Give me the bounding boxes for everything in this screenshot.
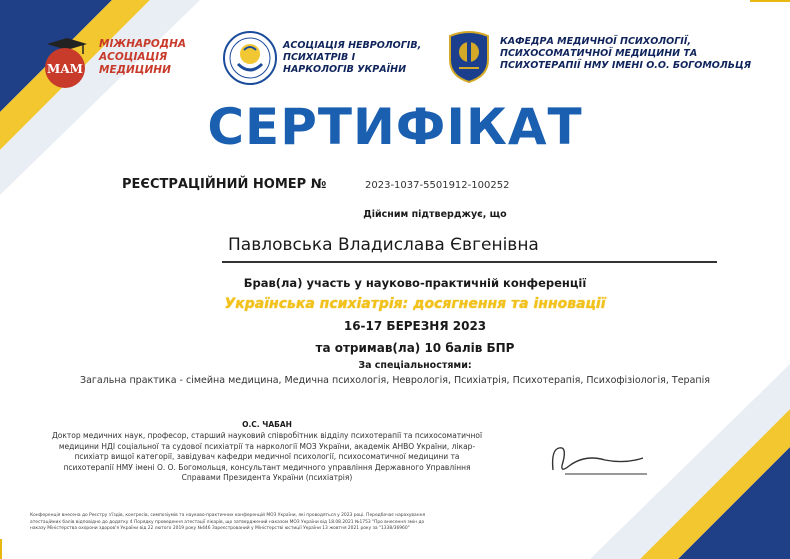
association-name bbox=[283, 40, 421, 76]
footnote-line-2: атестаційних балів відповідно до додатку 4 Порядку проведення атестації лікарів, що затверджений наказом МОЗ України від 18.08.2021 №1753 "Про внесення змін до bbox=[30, 519, 425, 525]
top-right-gold-strip bbox=[750, 0, 790, 2]
recipient-name: Павловська Владислава Євгенівна bbox=[228, 235, 539, 255]
specialties-list: Загальна практика - сімейна медицина, Медична психологія, Неврологія, Психіатрія, Психотерапія, Психофізіологія, Терапія bbox=[80, 375, 710, 386]
mam-logo-icon bbox=[39, 38, 97, 90]
signer-description-line-3: психіатр вищої категорії, завідувач кафедри медичної психології, психосоматичної медицини та bbox=[74, 452, 460, 461]
association-logo-icon bbox=[222, 30, 278, 86]
university-emblem-icon bbox=[444, 28, 494, 84]
registration-number-label: РЕЄСТРАЦІЙНИЙ НОМЕР № bbox=[122, 177, 327, 192]
left-gold-strip bbox=[0, 539, 2, 559]
signer-description-line-4: психотерапії НМУ імені О. О. Богомольця, консультант медичного управління Державного Управління bbox=[63, 462, 471, 472]
signer-name: О.С. ЧАБАН bbox=[242, 420, 292, 429]
department-name-line-2: ПСИХОСОМАТИЧНОЇ МЕДИЦИНИ ТА bbox=[500, 48, 698, 59]
specialties-label: За спеціальностями: bbox=[358, 360, 472, 371]
signature bbox=[545, 440, 655, 480]
footnote bbox=[30, 513, 575, 533]
confirms-text: Дійсним підтверджує, що bbox=[363, 209, 507, 220]
mam-name-line-1: МІЖНАРОДНА bbox=[99, 38, 187, 50]
department-name-line-1: КАФЕДРА МЕДИЧНОЇ ПСИХОЛОГІЇ, bbox=[500, 36, 691, 47]
recipient-name-underline bbox=[222, 261, 717, 263]
mam-name bbox=[99, 38, 186, 77]
signer-description-line-2: медицини НДІ соціальної та судової психіатрії та наркології МОЗ України, академік АНВО України, лікар- bbox=[58, 441, 476, 451]
department-name-line-3: ПСИХОТЕРАПІЇ НМУ ІМЕНІ О.О. БОГОМОЛЬЦЯ bbox=[500, 60, 752, 71]
registration-number-value: 2023-1037-5501912-100252 bbox=[365, 180, 510, 191]
cpd-points: та отримав(ла) 10 балів БПР bbox=[315, 341, 515, 355]
mam-logo-text: MAM bbox=[47, 62, 83, 76]
mam-name-line-3: МЕДИЦИНИ bbox=[99, 64, 171, 76]
association-name-line-3: НАРКОЛОГІВ УКРАЇНИ bbox=[283, 64, 407, 75]
signer-description bbox=[42, 431, 492, 484]
conference-title: Українська психіатрія: досягнення та інновації bbox=[224, 296, 606, 312]
department-name bbox=[500, 36, 751, 72]
footnote-line-3: наказу Міністерства охорони здоров'я України від 22 лютого 2019 року №446 Зареєстрований у Міністерстві юстиції України 13 жовтня 2021 року за "1338/36960" bbox=[30, 526, 410, 531]
signer-description-line-1: Доктор медичних наук, професор, старший науковий співробітник відділу психотерапії та психосоматичної bbox=[51, 431, 483, 440]
footnote-line-1: Конференція внесена до Реєстру з'їздів, конгресів, симпозіумів та науково-практичних конференцій МОЗ України, які проводяться у 2023 році. Передбачає нарахування bbox=[30, 513, 426, 518]
association-name-line-2: ПСИХІАТРІВ І bbox=[283, 52, 356, 63]
association-name-line-1: АСОЦІАЦІЯ НЕВРОЛОГІВ, bbox=[283, 40, 422, 51]
certificate-title: СЕРТИФІКАТ bbox=[207, 98, 583, 156]
attended-text: Брав(ла) участь у науково-практичній конференції bbox=[243, 276, 587, 290]
mam-name-line-2: АСОЦІАЦІЯ bbox=[99, 51, 168, 63]
signer-description-line-5: Справами Президента України (психіатрія) bbox=[181, 473, 353, 482]
conference-dates: 16-17 БЕРЕЗНЯ 2023 bbox=[343, 319, 487, 333]
